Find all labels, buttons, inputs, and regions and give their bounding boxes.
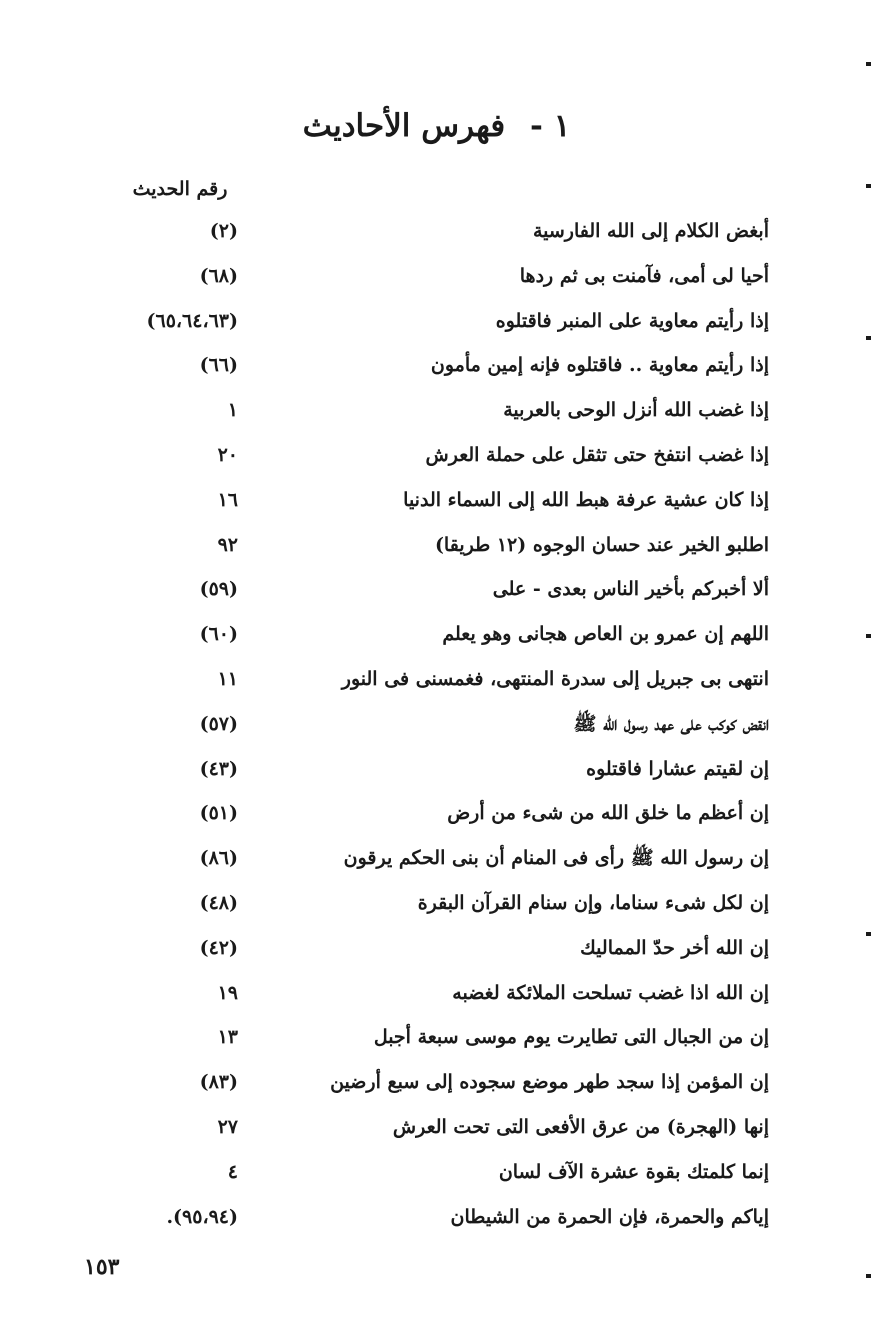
index-row [0, 1063, 873, 1108]
index-row [0, 346, 873, 391]
hadith-number: (٨٦) [199, 847, 238, 870]
index-row [0, 212, 873, 257]
column-header-hadith-number: رقم الحديث [132, 178, 228, 200]
index-row [0, 884, 873, 929]
hadith-number: ٤ [227, 1160, 238, 1183]
index-row [0, 1198, 873, 1243]
index-row [0, 660, 873, 705]
hadith-number: (٦٠) [199, 623, 238, 646]
scan-edge-mark [866, 932, 871, 936]
hadith-number: (٥٧) [199, 712, 238, 735]
hadith-number: (٤٨) [199, 891, 238, 914]
hadith-number: (٨٣) [199, 1071, 238, 1094]
hadith-text: إن أعظم ما خلق الله من شىء من أرض [447, 802, 769, 825]
page-title [0, 104, 873, 148]
hadith-text: إن لكل شىء سناما، وإن سنام القرآن البقرة [417, 891, 769, 914]
index-row [0, 974, 873, 1019]
index-row [0, 1153, 873, 1198]
hadith-text: اطلبو الخير عند حسان الوجوه (١٢ طريقا) [434, 533, 769, 556]
hadith-number: ٩٢ [217, 533, 238, 556]
hadith-number: (٤٣) [199, 757, 238, 780]
title-number: ١ [553, 108, 571, 144]
index-row [0, 391, 873, 436]
hadith-text: إنما كلمتك بقوة عشرة الآف لسان [498, 1160, 769, 1183]
hadith-number: (٦٥،٦٤،٦٣) [146, 309, 238, 332]
index-row [0, 481, 873, 526]
scan-edge-mark [866, 634, 871, 638]
index-row [0, 436, 873, 481]
hadith-number: ٢٠ [217, 443, 238, 466]
index-row [0, 794, 873, 839]
hadith-text: إن الله أخر حدّ المماليك [580, 936, 769, 959]
scan-edge-mark [866, 336, 871, 340]
index-row [0, 1108, 873, 1153]
page-number: ١٥٣ [84, 1254, 120, 1280]
hadith-text: إذا غضب انتفخ حتى تثقل على حملة العرش [425, 443, 769, 466]
hadith-number: (٥١) [199, 802, 238, 825]
hadith-number: ١١ [217, 667, 238, 690]
hadith-number: (٩٥،٩٤). [166, 1205, 238, 1228]
hadith-text: إذا رأيتم معاوية .. فاقتلوه فإنه إمين مأمون [430, 354, 769, 377]
hadith-text: إن لقيتم عشارا فاقتلوه [586, 757, 769, 780]
index-row [0, 705, 873, 750]
hadith-number: ١٣ [217, 1026, 238, 1049]
hadith-index-list [0, 212, 873, 1242]
hadith-number: ١٩ [217, 981, 238, 1004]
title-dash: - [530, 108, 543, 144]
hadith-text: إياكم والحمرة، فإن الحمرة من الشيطان [450, 1205, 769, 1228]
hadith-text: إن الله اذا غضب تسلحت الملائكة لغضبه [452, 981, 769, 1004]
scan-edge-mark [866, 62, 871, 66]
hadith-text: إذا غضب الله أنزل الوحى بالعربية [503, 399, 769, 422]
index-row [0, 526, 873, 571]
hadith-text: انتهى بى جبريل إلى سدرة المنتهى، فغمسنى فى النور [341, 667, 769, 690]
hadith-number: (٤٢) [199, 936, 238, 959]
hadith-text: إن رسول الله ﷺ رأى فى المنام أن بنى الحكم يرقون [343, 847, 769, 870]
index-row [0, 839, 873, 884]
hadith-text: أحيا لى أمى، فآمنت بى ثم ردها [519, 264, 769, 287]
index-row [0, 302, 873, 347]
hadith-text: اللهم إن عمرو بن العاص هجانى وهو يعلم [442, 623, 769, 646]
hadith-number: ٢٧ [217, 1115, 238, 1138]
hadith-text: إن المؤمن إذا سجد طهر موضع سجوده إلى سبع أرضين [330, 1071, 769, 1094]
index-row [0, 570, 873, 615]
scan-edge-mark [866, 184, 871, 188]
hadith-text: انقض كوكب على عهد رسول الله ﷺ [573, 712, 769, 735]
hadith-number: ١ [227, 399, 238, 422]
hadith-text: ألا أخبركم بأخير الناس بعدى - على [492, 578, 769, 601]
hadith-text: إن من الجبال التى تطايرت يوم موسى سبعة أجبل [373, 1026, 769, 1049]
title-text: فهرس الأحاديث [302, 108, 506, 144]
hadith-number: ١٦ [217, 488, 238, 511]
hadith-text: إذا كان عشية عرفة هبط الله إلى السماء الدنيا [403, 488, 769, 511]
hadith-number: (٢) [209, 220, 238, 242]
hadith-number: (٥٩) [199, 578, 238, 601]
hadith-text: إذا رأيتم معاوية على المنبر فاقتلوه [495, 309, 769, 332]
hadith-text: إنها (الهجرة) من عرق الأفعى التى تحت العرش [392, 1115, 769, 1138]
index-row [0, 615, 873, 660]
scan-edge-mark [866, 1274, 871, 1278]
index-row [0, 257, 873, 302]
index-row [0, 750, 873, 795]
index-row [0, 1018, 873, 1063]
hadith-number: (٦٨) [199, 264, 238, 287]
hadith-number: (٦٦) [199, 354, 238, 377]
index-row [0, 929, 873, 974]
hadith-text: أبغض الكلام إلى الله الفارسية [532, 220, 769, 242]
